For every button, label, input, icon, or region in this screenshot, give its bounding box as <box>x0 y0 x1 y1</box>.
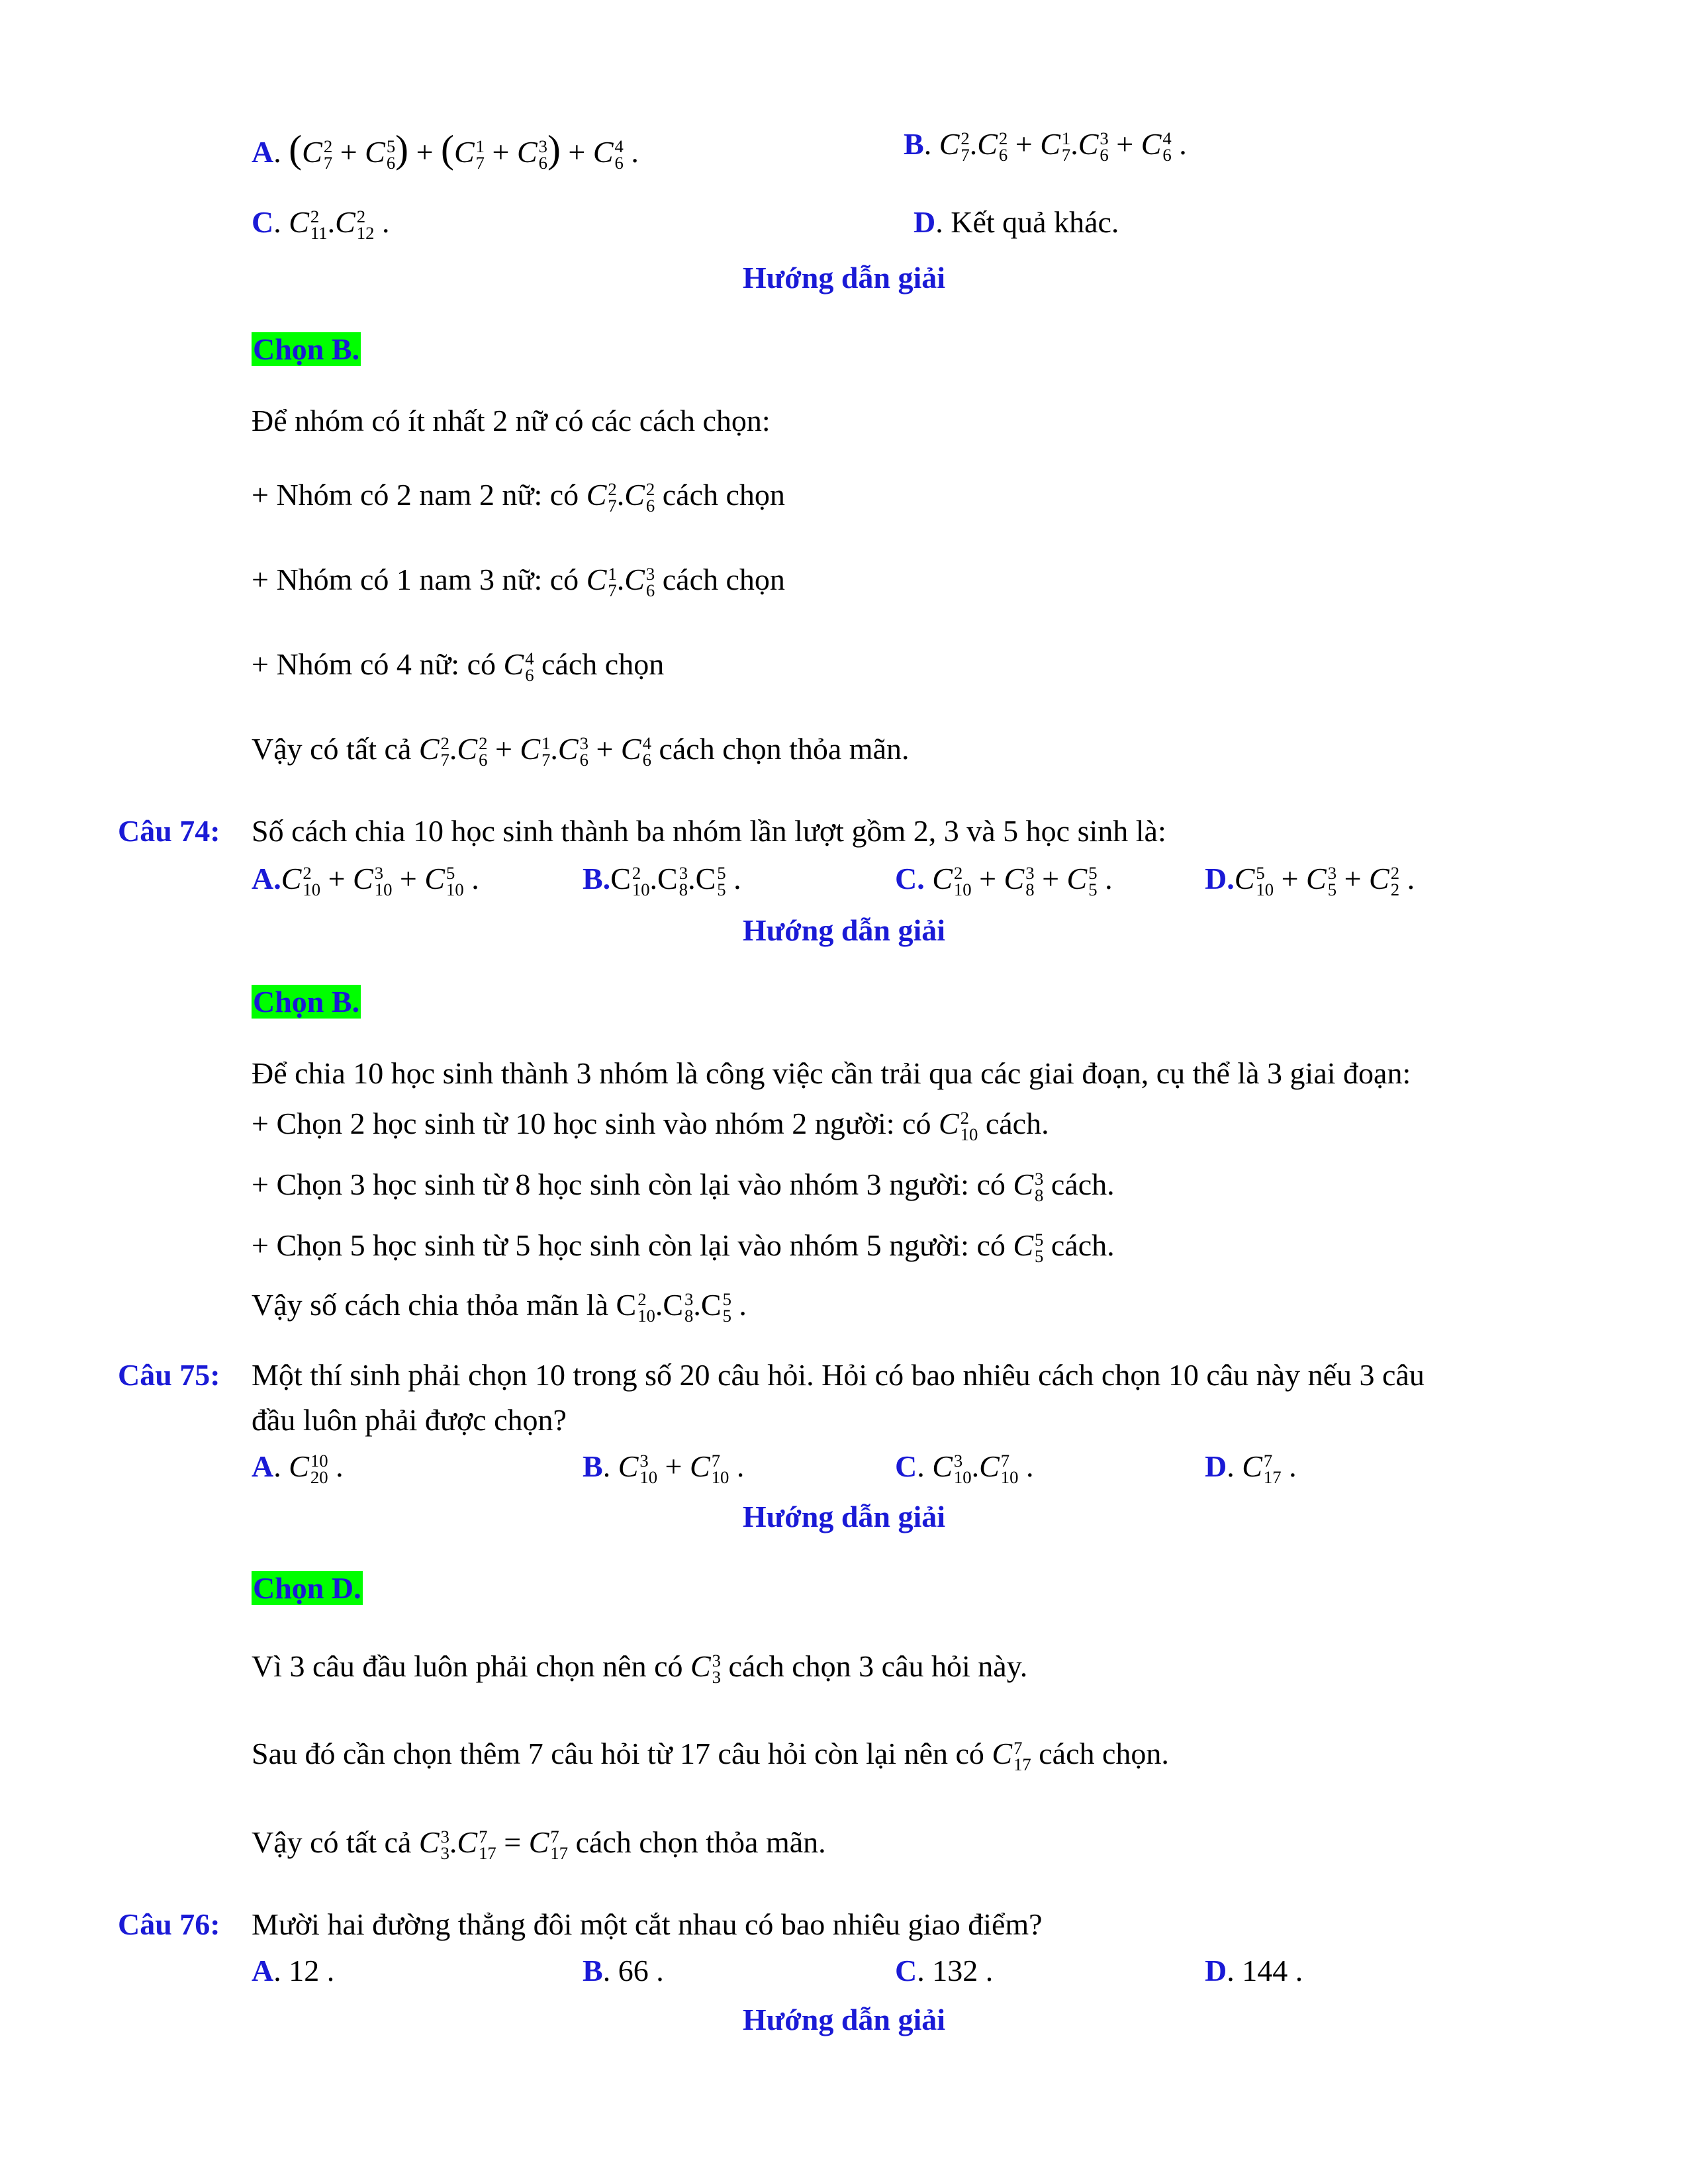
q74-guide-heading: Hướng dẫn giải <box>742 913 946 947</box>
q73-option-a: A. (C 2 7 + C 5 6 ) + (C 1 7 + C 3 6 ) + C 4 6 . <box>252 127 639 173</box>
q74-option-a: A.C 2 10 + C 3 10 + C 5 10 . <box>252 862 479 900</box>
q76-question: Mười hai đường thẳng đôi một cắt nhau có bao nhiêu giao điểm? <box>252 1907 1043 1941</box>
q76-option-c: C. 132 . <box>895 1954 994 1987</box>
q73-case-1: + Nhóm có 2 nam 2 nữ: có C 2 7 .C 2 6 cách chọn <box>252 478 785 516</box>
q73-conclusion: Vậy có tất cả C 2 7 .C 2 6 + C 1 7 .C 3 6 + C 4 6 cách chọn thỏa mãn. <box>252 732 910 770</box>
q75-explanation-1: Vì 3 câu đầu luôn phải chọn nên có C 3 3 cách chọn 3 câu hỏi này. <box>252 1649 1028 1688</box>
q75-answer: Chọn D. <box>253 1571 361 1605</box>
q75-conclusion: Vậy có tất cả C 3 3 .C 7 17 = C 7 17 cách chọn thỏa mãn. <box>252 1825 826 1864</box>
q75-option-a: A. C 10 20 . <box>252 1449 344 1488</box>
q76-option-d: D. 144 . <box>1205 1954 1303 1987</box>
q73-case-3: + Nhóm có 4 nữ: có C 4 6 cách chọn <box>252 647 665 686</box>
q74-step-3: + Chọn 5 học sinh từ 5 học sinh còn lại vào nhóm 5 người: có C 5 5 cách. <box>252 1228 1115 1267</box>
q75-option-d: D. C 7 17 . <box>1205 1449 1297 1488</box>
q74-option-c: C. C 2 10 + C 3 8 + C 5 5 . <box>895 862 1113 900</box>
q75-option-c: C. C 3 10 .C 7 10 . <box>895 1449 1034 1488</box>
q73-guide-heading: Hướng dẫn giải <box>742 261 946 295</box>
q75-question-line-2: đầu luôn phải được chọn? <box>252 1403 567 1437</box>
q76-option-b: B. 66 . <box>583 1954 664 1987</box>
q75-guide-heading: Hướng dẫn giải <box>742 1500 946 1533</box>
q74-option-b: B.C 2 10 .C 3 8 .C 5 5 . <box>583 862 741 900</box>
q74-intro: Để chia 10 học sinh thành 3 nhóm là công việc cần trải qua các giai đoạn, cụ thể là 3 giai đoạn: <box>252 1056 1411 1090</box>
q73-answer: Chọn B. <box>253 332 360 366</box>
q73-option-d: D. Kết quả khác. <box>914 205 1119 239</box>
q74-option-d: D.C 5 10 + C 3 5 + C 2 2 . <box>1205 862 1415 900</box>
q73-case-2: + Nhóm có 1 nam 3 nữ: có C 1 7 .C 3 6 cách chọn <box>252 563 785 601</box>
q73-option-b: B. C 2 7 .C 2 6 + C 1 7 .C 3 6 + C 4 6 . <box>904 127 1187 165</box>
q73-option-c: C. C 2 11 .C 2 12 . <box>252 205 390 244</box>
q74-label: Câu 74: <box>118 814 220 848</box>
q76-label: Câu 76: <box>118 1907 220 1941</box>
q74-step-2: + Chọn 3 học sinh từ 8 học sinh còn lại vào nhóm 3 người: có C 3 8 cách. <box>252 1167 1115 1206</box>
q74-step-1: + Chọn 2 học sinh từ 10 học sinh vào nhóm 2 người: có C 2 10 cách. <box>252 1107 1049 1145</box>
q75-question-line-1: Một thí sinh phải chọn 10 trong số 20 câu hỏi. Hỏi có bao nhiêu cách chọn 10 câu này nếu 3 câu <box>252 1358 1425 1392</box>
q76-guide-heading: Hướng dẫn giải <box>742 2003 946 2036</box>
q73-intro: Để nhóm có ít nhất 2 nữ có các cách chọn: <box>252 404 771 437</box>
q74-question: Số cách chia 10 học sinh thành ba nhóm lần lượt gồm 2, 3 và 5 học sinh là: <box>252 814 1166 848</box>
q74-conclusion: Vậy số cách chia thỏa mãn là C 2 10 .C 3 8 .C 5 5 . <box>252 1288 747 1326</box>
q75-label: Câu 75: <box>118 1358 220 1392</box>
q75-option-b: B. C 3 10 + C 7 10 . <box>583 1449 745 1488</box>
q74-answer: Chọn B. <box>253 985 360 1019</box>
q76-option-a: A. 12 . <box>252 1954 335 1987</box>
q75-explanation-2: Sau đó cần chọn thêm 7 câu hỏi từ 17 câu hỏi còn lại nên có C 7 17 cách chọn. <box>252 1737 1169 1775</box>
